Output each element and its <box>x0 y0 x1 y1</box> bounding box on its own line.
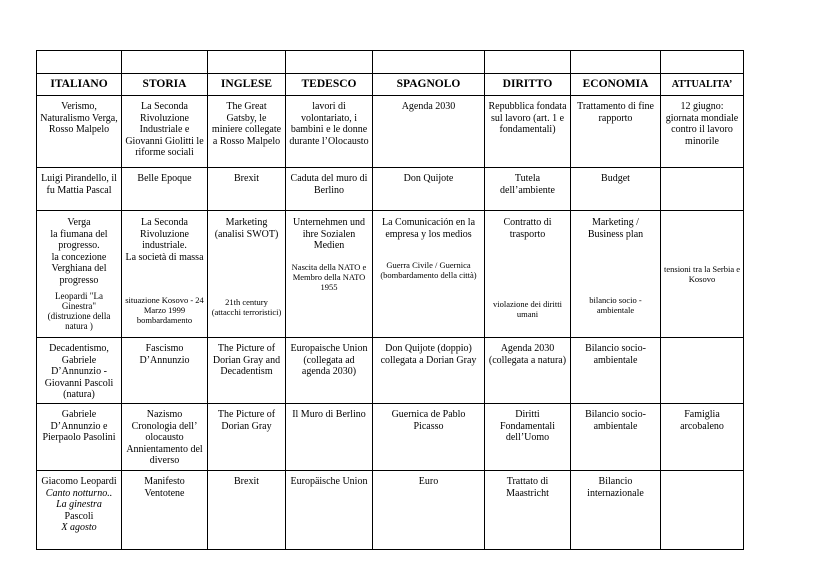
table-row <box>37 168 744 211</box>
curriculum-table <box>36 50 744 550</box>
economia-top: Marketing / Business plan <box>587 217 644 240</box>
cell-inglese: Brexit <box>208 471 286 550</box>
spagnolo-bottom: Guerra Civile / Guernica (bombardamento della città) <box>380 260 477 281</box>
header-italiano: ITALIANO <box>37 74 122 96</box>
spagnolo-top: La Comunicación en la empresa y los medios <box>381 217 476 240</box>
table-row <box>37 471 744 550</box>
cell-storia: Fascismo D’Annunzio <box>122 338 208 404</box>
cell-attualita: 12 giugno: giornata mondiale contro il lavoro minorile <box>661 96 744 168</box>
cell-attualita <box>661 338 744 404</box>
cell-tedesco: lavori di volontariato, i bambini e le donne durante l’Olocausto <box>286 96 373 168</box>
table-row <box>37 96 744 168</box>
cell-diritto: Repubblica fondata sul lavoro (art. 1 e fondamentali) <box>485 96 571 168</box>
blank-cell <box>571 51 661 74</box>
cell-economia <box>571 211 661 338</box>
cell-inglese: Brexit <box>208 168 286 211</box>
cell-tedesco: Caduta del muro di Berlino <box>286 168 373 211</box>
header-economia: ECONOMIA <box>571 74 661 96</box>
cell-inglese: The Great Gatsby, le miniere collegate a Rosso Malpelo <box>208 96 286 168</box>
italiano-line: La ginestra <box>56 499 102 511</box>
cell-diritto: Agenda 2030 (collegata a natura) <box>485 338 571 404</box>
cell-diritto: Diritti Fondamentali dell’Uomo <box>485 404 571 471</box>
cell-diritto: Tutela dell’ambiente <box>485 168 571 211</box>
cell-attualita: Famiglia arcobaleno <box>661 404 744 471</box>
cell-storia: La Seconda Rivoluzione Industriale e Giovanni Giolitti le riforme sociali <box>122 96 208 168</box>
cell-italiano <box>37 211 122 338</box>
blank-cell <box>485 51 571 74</box>
cell-diritto <box>485 211 571 338</box>
blank-cell <box>373 51 485 74</box>
table-row <box>37 404 744 471</box>
italiano-top: Verga la fiumana del progresso. la concezione Verghiana del progresso <box>50 217 108 286</box>
cell-italiano: Decadentismo, Gabriele D’Annunzio - Giovanni Pascoli (natura) <box>37 338 122 404</box>
italiano-line: X agosto <box>61 522 97 534</box>
cell-inglese: The Picture of Dorian Gray <box>208 404 286 471</box>
header-diritto: DIRITTO <box>485 74 571 96</box>
cell-spagnolo: Guernica de Pablo Picasso <box>373 404 485 471</box>
header-spagnolo: SPAGNOLO <box>373 74 485 96</box>
italiano-line: Giacomo Leopardi <box>41 476 117 487</box>
italiano-line: Pascoli <box>64 510 94 522</box>
cell-spagnolo: Don Quijote <box>373 168 485 211</box>
blank-top-row <box>37 51 744 74</box>
storia-bottom: situazione Kosovo - 24 Marzo 1999 bombardamento <box>125 295 204 325</box>
cell-economia: Bilancio socio-ambientale <box>571 338 661 404</box>
blank-cell <box>286 51 373 74</box>
blank-cell <box>661 51 744 74</box>
cell-tedesco: Il Muro di Berlino <box>286 404 373 471</box>
diritto-bottom: violazione dei diritti umani <box>493 299 562 319</box>
cell-spagnolo: Euro <box>373 471 485 550</box>
storia-top: La Seconda Rivoluzione industriale. La società di massa <box>125 217 204 263</box>
economia-bottom: bilancio socio - ambientale <box>589 295 642 315</box>
cell-tedesco <box>286 211 373 338</box>
cell-storia: Belle Epoque <box>122 168 208 211</box>
cell-attualita <box>661 211 744 338</box>
cell-attualita <box>661 168 744 211</box>
diritto-top: Contratto di trasporto <box>503 217 552 240</box>
cell-diritto: Trattato di Maastricht <box>485 471 571 550</box>
cell-spagnolo: Agenda 2030 <box>373 96 485 168</box>
cell-economia: Trattamento di fine rapporto <box>571 96 661 168</box>
header-attualita: ATTUALITA’ <box>661 74 744 96</box>
cell-economia: Bilancio socio-ambientale <box>571 404 661 471</box>
attualita-text: tensioni tra la Serbia e Kosovo <box>664 264 741 284</box>
blank-cell <box>37 51 122 74</box>
cell-tedesco: Europäische Union <box>286 471 373 550</box>
header-tedesco: TEDESCO <box>286 74 373 96</box>
italiano-line: Canto notturno.. <box>45 487 113 499</box>
cell-inglese: The Picture of Dorian Gray and Decadentism <box>208 338 286 404</box>
cell-economia: Budget <box>571 168 661 211</box>
cell-italiano: Gabriele D’Annunzio e Pierpaolo Pasolini <box>37 404 122 471</box>
italiano-bottom: Leopardi "La Ginestra" (distruzione della natura ) <box>47 291 111 331</box>
cell-storia: Nazismo Cronologia dell’ olocausto Annientamento del diverso <box>122 404 208 471</box>
tedesco-top: Unternehmen und ihre Sozialen Medien <box>293 217 365 252</box>
table-row <box>37 211 744 338</box>
cell-italiano: Verismo, Naturalismo Verga, Rosso Malpelo <box>37 96 122 168</box>
header-inglese: INGLESE <box>208 74 286 96</box>
cell-spagnolo: Don Quijote (doppio) collegata a Dorian Gray <box>373 338 485 404</box>
cell-spagnolo <box>373 211 485 338</box>
cell-tedesco: Europaische Union (collegata ad agenda 2030) <box>286 338 373 404</box>
inglese-top: Marketing (analisi SWOT) <box>214 217 279 240</box>
cell-italiano: Luigi Pirandello, il fu Mattia Pascal <box>37 168 122 211</box>
cell-storia: Manifesto Ventotene <box>122 471 208 550</box>
cell-storia <box>122 211 208 338</box>
inglese-bottom: 21th century (attacchi terroristici) <box>211 297 282 317</box>
header-storia: STORIA <box>122 74 208 96</box>
cell-economia: Bilancio internazionale <box>571 471 661 550</box>
header-row <box>37 74 744 96</box>
cell-italiano <box>37 471 122 550</box>
cell-inglese <box>208 211 286 338</box>
blank-cell <box>208 51 286 74</box>
cell-attualita <box>661 471 744 550</box>
table-row <box>37 338 744 404</box>
tedesco-bottom: Nascita della NATO e Membro della NATO 1955 <box>291 261 367 292</box>
blank-cell <box>122 51 208 74</box>
